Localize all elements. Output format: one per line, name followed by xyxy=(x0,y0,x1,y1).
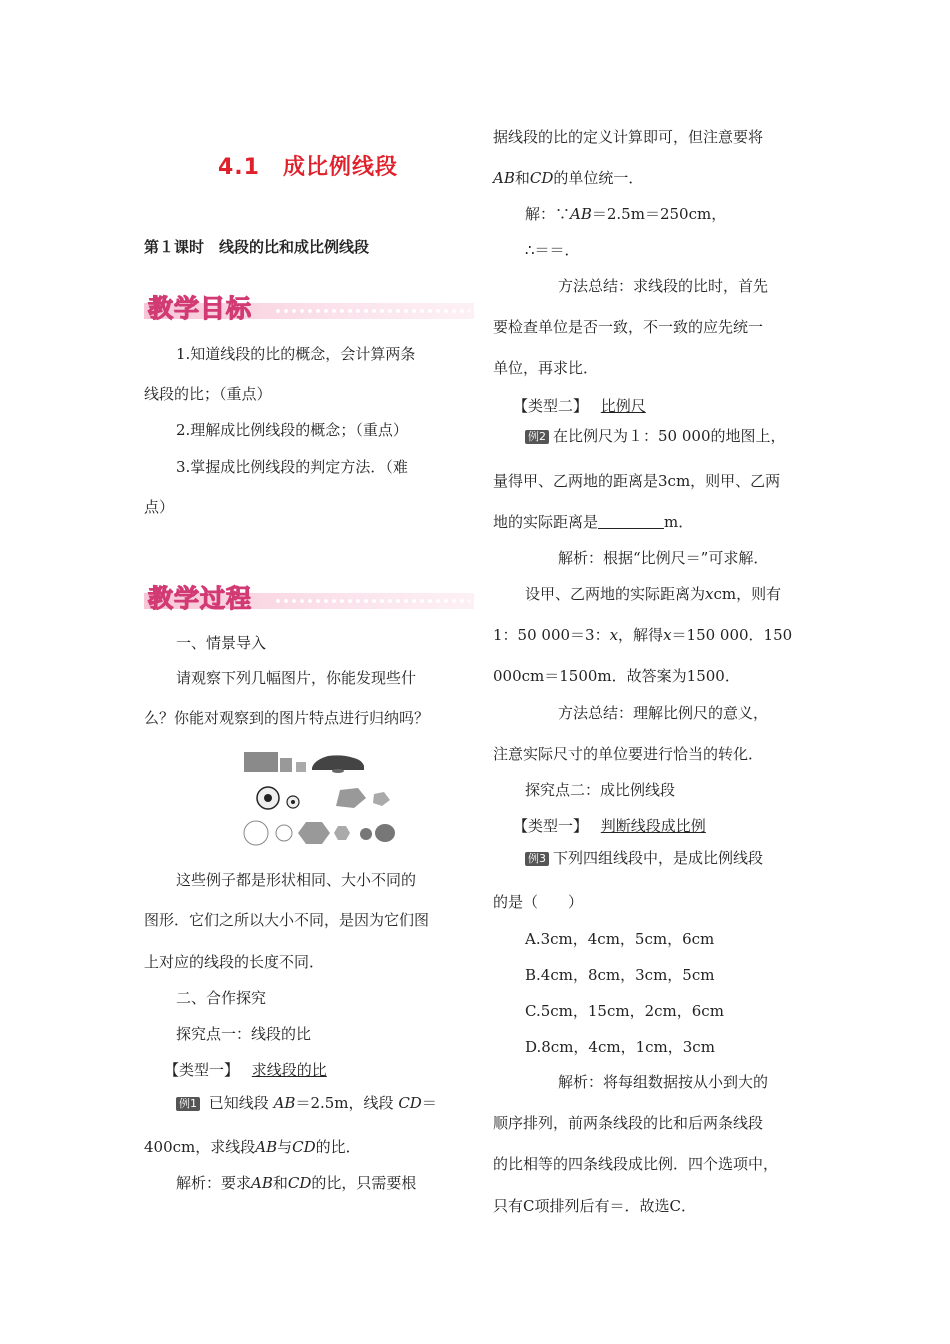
example-badge: 例3 xyxy=(525,852,549,866)
method-line: 方法总结：理解比例尺的意义， xyxy=(558,704,769,722)
var-cd: CD xyxy=(529,169,554,187)
var-cd: CD xyxy=(292,1138,316,1156)
var-cd: CD xyxy=(398,1094,422,1112)
text: ，解得 xyxy=(618,626,664,644)
type-label: 求线段的比 xyxy=(251,1061,327,1079)
disk-large xyxy=(375,824,395,842)
goals-banner xyxy=(144,289,474,329)
example-2-line xyxy=(525,426,786,446)
banner-dots xyxy=(274,599,470,603)
option-d[interactable]: D.8cm，4cm，1cm，3cm xyxy=(525,1038,715,1056)
section-heading: 一、情景导入 xyxy=(176,634,267,652)
process-banner-label: 教学过程 xyxy=(148,584,253,613)
analysis-line: 只有C项排列后有＝．故选C． xyxy=(493,1197,696,1215)
after-line: 上对应的线段的长度不同． xyxy=(144,953,325,971)
method-line: 注意实际尺寸的单位要进行恰当的转化． xyxy=(493,745,764,763)
explore-point: 探究点一：线段的比 xyxy=(176,1025,312,1043)
goals-banner-label: 教学目标 xyxy=(148,294,253,323)
setup-line: 000cm＝1500m．故答案为1500． xyxy=(493,667,740,685)
section-heading: 二、合作探究 xyxy=(176,989,267,1007)
hexagon-large xyxy=(298,822,330,844)
text: 解：∵ xyxy=(525,205,571,223)
type-label: 判断线段成比例 xyxy=(600,817,706,835)
soccer-ball-small-patch xyxy=(291,800,295,804)
analysis-line: 的比相等的四条线段成比例．四个选项中， xyxy=(493,1155,779,1173)
analysis-line: 解析：根据“比例尺＝”可求解． xyxy=(558,549,769,567)
example-1-line xyxy=(176,1093,437,1113)
example-2-line xyxy=(493,512,693,532)
example-2-line: 量得甲、乙两地的距离是3cm，则甲、乙两 xyxy=(493,472,781,490)
example-3-line xyxy=(525,848,763,868)
method-line: 要检查单位是否一致，不一致的应先统一 xyxy=(493,318,764,336)
goal-line: 3.掌握成比例线段的判定方法．（难 xyxy=(176,458,408,476)
intro-line: 么？你能对观察到的图片特点进行归纳吗？ xyxy=(144,709,430,727)
car-large xyxy=(312,755,364,770)
answer-blank[interactable] xyxy=(598,514,664,529)
text: 在比例尺为１：50 000的地图上， xyxy=(553,427,786,445)
var-cd: CD xyxy=(287,1174,312,1192)
continued-line: 据线段的比的定义计算即可，但注意要将 xyxy=(493,128,764,146)
after-line: 图形．它们之所以大小不同，是因为它们图 xyxy=(144,911,430,929)
type-bracket: 【类型二】 xyxy=(513,397,589,415)
type-heading xyxy=(513,396,646,416)
var-ab: AB xyxy=(570,205,592,223)
text: 的比，只需要根 xyxy=(311,1174,417,1192)
option-b[interactable]: B.4cm，8cm，3cm，5cm xyxy=(525,966,715,984)
example-badge: 例1 xyxy=(176,1097,200,1111)
text: cm，则有 xyxy=(713,585,782,603)
continued-line xyxy=(493,168,643,188)
shapes-illustration xyxy=(242,742,402,850)
goal-line: 2.理解成比例线段的概念；（重点） xyxy=(176,421,408,439)
text: 和 xyxy=(272,1174,288,1192)
soccer-ball-large-patch xyxy=(264,794,272,802)
type-label: 比例尺 xyxy=(600,397,646,415)
type-heading xyxy=(164,1060,327,1080)
example-1-line xyxy=(144,1137,361,1157)
goal-line: 1.知道线段的比的概念，会计算两条 xyxy=(176,345,416,363)
explore-point: 探究点二：成比例线段 xyxy=(525,781,676,799)
text: ＝ xyxy=(421,1094,437,1112)
lesson-subtitle: 第１课时 线段的比和成比例线段 xyxy=(144,238,370,256)
text: 地的实际距离是 xyxy=(493,513,599,531)
therefore-line: ∴＝＝． xyxy=(525,241,580,259)
text: ＝2.5m＝250cm， xyxy=(591,205,727,223)
text: 的单位统一． xyxy=(553,169,644,187)
setup-line xyxy=(493,625,792,645)
method-line: 方法总结：求线段的比时，首先 xyxy=(558,277,769,295)
banner-dots xyxy=(274,309,470,313)
page-title: 4.1 成比例线段 xyxy=(218,155,398,180)
pentagon-small xyxy=(373,792,390,806)
car-small xyxy=(332,769,344,773)
analysis-line xyxy=(176,1173,416,1193)
type-bracket: 【类型一】 xyxy=(164,1061,240,1079)
text: ＝2.5m，线段 xyxy=(295,1094,394,1112)
method-line: 单位，再求比． xyxy=(493,359,599,377)
after-line: 这些例子都是形状相同、大小不同的 xyxy=(176,871,417,889)
disk-small xyxy=(360,828,372,840)
text: 已知线段 xyxy=(208,1094,269,1112)
var-x: x xyxy=(705,585,714,603)
text: 与 xyxy=(277,1138,293,1156)
setup-line xyxy=(525,584,781,604)
solution-line xyxy=(525,204,726,224)
var-ab: AB xyxy=(493,169,515,187)
goal-line: 线段的比；（重点） xyxy=(144,385,272,403)
intro-line: 请观察下列几幅图片，你能发现些什 xyxy=(176,669,417,687)
text: 下列四组线段中，是成比例线段 xyxy=(553,849,764,867)
goal-line: 点） xyxy=(144,498,175,516)
text: 和 xyxy=(514,169,530,187)
analysis-line: 顺序排列，前两条线段的比和后两条线段 xyxy=(493,1114,764,1132)
option-c[interactable]: C.5cm，15cm，2cm，6cm xyxy=(525,1002,724,1020)
building-photo-3 xyxy=(296,762,306,772)
text: 1：50 000＝3： xyxy=(493,626,610,644)
process-banner xyxy=(144,579,474,619)
var-x: x xyxy=(663,626,672,644)
option-a[interactable]: A.3cm，4cm，5cm，6cm xyxy=(525,930,715,948)
text: 解析：要求 xyxy=(176,1174,252,1192)
pentagon-large xyxy=(336,788,366,808)
example-badge: 例2 xyxy=(525,430,549,444)
circle-large xyxy=(244,821,268,845)
var-ab: AB xyxy=(251,1174,273,1192)
example-3-line: 的是（ ） xyxy=(493,893,584,911)
var-ab: AB xyxy=(273,1094,296,1112)
var-x: x xyxy=(609,626,619,644)
building-photo-2 xyxy=(280,758,292,772)
circle-small xyxy=(276,825,292,841)
var-ab: AB xyxy=(255,1138,278,1156)
type-bracket: 【类型一】 xyxy=(513,817,589,835)
type-heading xyxy=(513,816,706,836)
building-photo-1 xyxy=(244,752,278,772)
hexagon-small xyxy=(334,826,350,840)
text: 设甲、乙两地的实际距离为 xyxy=(525,585,706,603)
text: m． xyxy=(664,513,694,531)
text: ＝150 000．150 xyxy=(671,626,793,644)
analysis-line: 解析：将每组数据按从小到大的 xyxy=(558,1073,769,1091)
text: 400cm，求线段 xyxy=(144,1138,256,1156)
text: 的比． xyxy=(315,1138,361,1156)
